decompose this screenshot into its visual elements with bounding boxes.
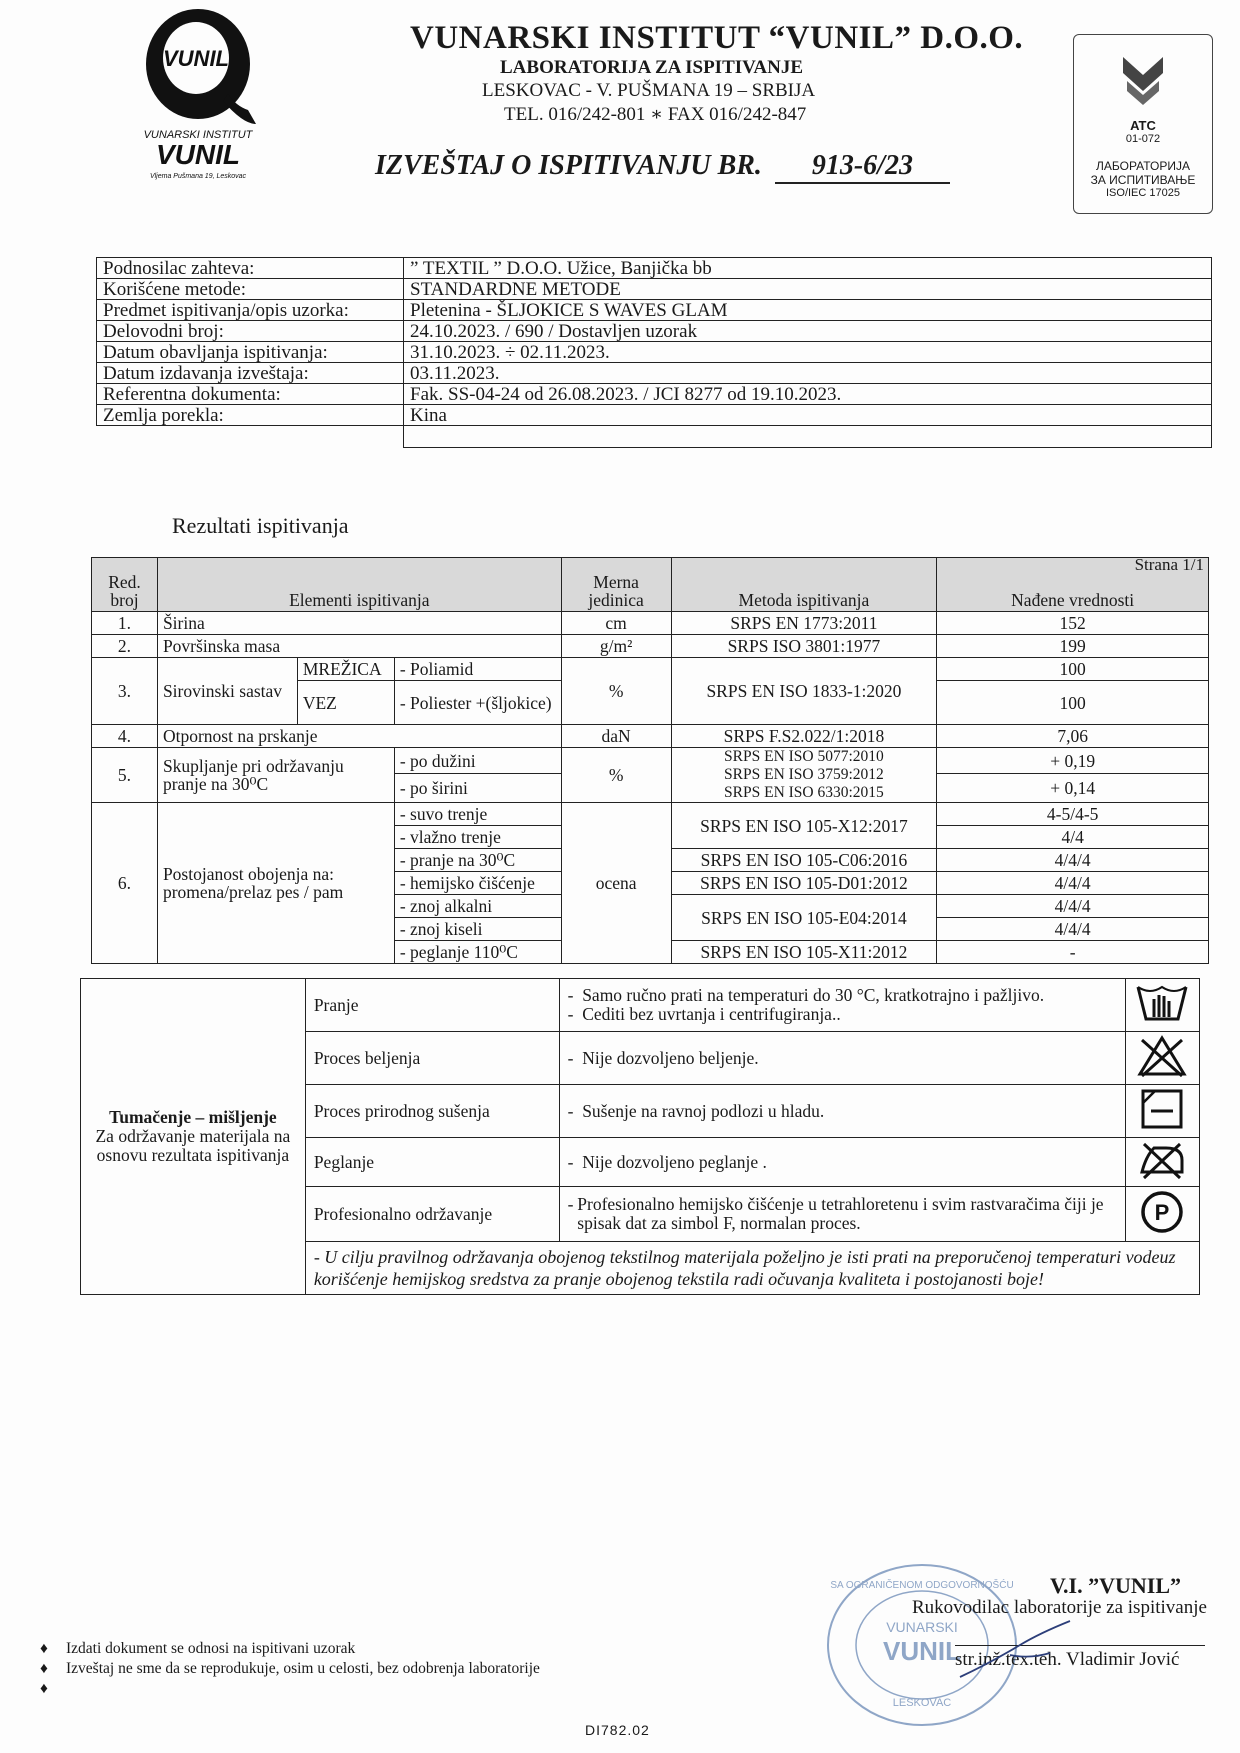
row-subcomponent: - po širini	[394, 774, 561, 803]
row-method: SRPS EN ISO 105-D01:2012	[671, 872, 937, 895]
row-method-line: SRPS EN ISO 6330:2015	[724, 784, 884, 801]
opinion-row	[81, 979, 1200, 1032]
logo-brand-small: VUNIL	[163, 46, 229, 71]
info-value: 31.10.2023. ÷ 02.11.2023.	[404, 342, 1212, 363]
row-element: Otpornost na prskanje	[157, 725, 561, 748]
opinion-text: Za održavanje materijala na osnovu rezultata ispitivanja	[95, 1126, 291, 1165]
row-element: Postojanost obojenja na: promena/prelaz pes / pam	[157, 803, 394, 964]
care-text: - Profesionalno hemijsko čišćenje u tetrahloretenu i svim rastvaračima čiji je spisak dat za simbol F, normalan proces.	[559, 1187, 1125, 1242]
info-row	[97, 384, 1212, 405]
atc-logo-icon	[1113, 53, 1173, 109]
stamp-middle-text: VUNARSKI	[886, 1619, 958, 1635]
care-text-line: Sušenje na ravnoj podlozi u hladu.	[582, 1100, 825, 1121]
row-subcomponent: - znoj kiseli	[394, 918, 561, 941]
document-id: DI782.02	[585, 1722, 650, 1738]
care-label: Proces beljenja	[305, 1032, 559, 1085]
info-row	[97, 405, 1212, 426]
atc-standard: ISO/IEC 17025	[1106, 187, 1180, 199]
col-header-element: Elementi ispitivanja	[157, 558, 561, 612]
care-text-line: Cediti bez uvrtanja i centrifugiranja..	[582, 1004, 841, 1024]
footer-note	[40, 1660, 540, 1678]
info-value: Fak. SS-04-24 od 26.08.2023. / JCI 8277 od 19.10.2023.	[404, 384, 1212, 405]
col-header-value	[937, 555, 1209, 612]
info-value: 03.11.2023.	[404, 363, 1212, 384]
table-row	[92, 725, 1209, 748]
row-number: 3.	[92, 658, 158, 725]
row-subcomponent: MREŽICA	[297, 658, 394, 681]
row-method: SRPS EN ISO 105-X11:2012	[671, 941, 937, 964]
care-text: - Nije dozvoljeno beljenje.	[559, 1032, 1125, 1085]
row-number: 5.	[92, 748, 158, 803]
info-label: Podnosilac zahteva:	[97, 258, 404, 279]
row-subcomponent: - peglanje 110⁰C	[394, 941, 561, 964]
results-table	[91, 557, 1209, 964]
page-indicator: Strana 1/1	[1134, 555, 1204, 574]
care-label: Pranje	[305, 979, 559, 1032]
atc-lab-line2: ЗА ИСПИТИВАЊЕ	[1090, 173, 1196, 187]
info-spacer-row	[97, 426, 1212, 448]
row-number: 6.	[92, 803, 158, 964]
col-header-method: Metoda ispitivanja	[671, 558, 937, 612]
bullet-icon: ♦	[40, 1680, 48, 1697]
opinion-table	[80, 978, 1200, 1295]
care-label: Profesionalno održavanje	[305, 1187, 559, 1242]
row-method: SRPS ISO 3801:1977	[671, 635, 937, 658]
row-element: Skupljanje pri održavanju pranje na 30⁰C	[157, 748, 394, 803]
care-text-line: Nije dozvoljeno peglanje .	[582, 1151, 767, 1172]
info-label: Predmet ispitivanja/opis uzorka:	[97, 300, 404, 321]
row-value: + 0,19	[937, 748, 1209, 774]
row-element: Površinska masa	[157, 635, 561, 658]
signature-role: Rukovodilac laboratorije za ispitivanje	[912, 1597, 1207, 1618]
bullet-icon: ♦	[40, 1640, 48, 1657]
atc-number: 01-072	[1125, 133, 1161, 145]
info-label: Korišćene metode:	[97, 279, 404, 300]
info-row	[97, 363, 1212, 384]
report-title-text: IZVEŠTAJ O ISPITIVANJU BR.	[375, 150, 762, 181]
care-text-line: Samo ručno prati na temperaturi do 30 °C, kratkotrajno i pažljivo.	[582, 985, 1045, 1005]
row-number: 4.	[92, 725, 158, 748]
info-value: Kina	[404, 405, 1212, 426]
footer-note	[40, 1640, 355, 1658]
stamp-brand-text: VUNIL	[883, 1636, 961, 1666]
row-value: 100	[937, 658, 1209, 681]
row-value: -	[937, 941, 1209, 964]
info-row	[97, 342, 1212, 363]
table-row	[92, 803, 1209, 826]
logo-caption: VUNARSKI INSTITUT	[143, 129, 253, 141]
row-subcomponent: - hemijsko čišćenje	[394, 872, 561, 895]
row-method: SRPS EN ISO 105-E04:2014	[671, 895, 937, 941]
handwritten-signature	[950, 1615, 1080, 1685]
report-title	[375, 150, 950, 184]
info-value: ” TEXTIL ” D.O.O. Užice, Banjička bb	[404, 258, 1212, 279]
row-number: 1.	[92, 612, 158, 635]
col-header-unit: Merna jedinica	[561, 558, 671, 612]
atc-lab-line1: ЛАБОРАТОРИЈА	[1096, 159, 1190, 173]
info-row	[97, 321, 1212, 342]
row-number: 2.	[92, 635, 158, 658]
row-method: SRPS EN 1773:2011	[671, 612, 937, 635]
row-subvalue: - Poliamid	[394, 658, 561, 681]
row-value: 4/4/4	[937, 918, 1209, 941]
row-value: 100	[937, 681, 1209, 725]
row-subcomponent: - vlažno trenje	[394, 826, 561, 849]
info-value: 24.10.2023. / 690 / Dostavljen uzorak	[404, 321, 1212, 342]
logo-brand: VUNIL	[156, 139, 240, 170]
row-subcomponent: - pranje na 30⁰C	[394, 849, 561, 872]
lab-name: LABORATORIJA ZA ISPITIVANJE	[500, 57, 804, 78]
row-value: + 0,14	[937, 774, 1209, 803]
row-value: 4/4/4	[937, 872, 1209, 895]
care-text-line: Nije dozvoljeno beljenje.	[582, 1047, 759, 1068]
info-label: Zemlja porekla:	[97, 405, 404, 426]
row-subcomponent: - suvo trenje	[394, 803, 561, 826]
bullet-icon: ♦	[40, 1660, 48, 1677]
request-info-table	[96, 257, 1212, 448]
care-note: - U cilju pravilnog održavanja obojenog tekstilnog materijala poželjno je isti prati na preporučenoj temperaturi vodeuz korišćenje hemijskog sredstva za pranje obojenog tekstila radi očuvanja kvaliteta i postojanosti boje!	[305, 1242, 1199, 1295]
row-value: 4/4/4	[937, 849, 1209, 872]
logo-address: Vljema Pušmana 19, Leskovac	[149, 173, 247, 180]
stamp-city-text: LESKOVAC	[892, 1697, 952, 1709]
row-unit: daN	[561, 725, 671, 748]
info-label: Datum izdavanja izveštaja:	[97, 363, 404, 384]
dry-clean-p-icon	[1125, 1187, 1199, 1242]
care-label: Peglanje	[305, 1138, 559, 1187]
care-text: - Sušenje na ravnoj podlozi u hladu.	[559, 1085, 1125, 1138]
row-element: Sirovinski sastav	[157, 658, 297, 725]
org-name: VUNARSKI INSTITUT “VUNIL” D.O.O.	[410, 20, 1024, 56]
table-row	[92, 612, 1209, 635]
info-value: Pletenina - ŠLJOKICE S WAVES GLAM	[404, 300, 1212, 321]
row-method: SRPS EN ISO 105-X12:2017	[671, 803, 937, 849]
col-header-no: Red. broj	[92, 558, 158, 612]
results-header-row	[92, 558, 1209, 612]
row-unit: g/m²	[561, 635, 671, 658]
svg-text:P: P	[1155, 1200, 1170, 1225]
table-row	[92, 635, 1209, 658]
row-subcomponent: - znoj alkalni	[394, 895, 561, 918]
dry-flat-shade-icon	[1125, 1085, 1199, 1138]
row-unit: cm	[561, 612, 671, 635]
row-unit: ocena	[561, 803, 671, 964]
care-label: Proces prirodnog sušenja	[305, 1085, 559, 1138]
row-element: Širina	[157, 612, 561, 635]
row-unit: %	[561, 748, 671, 803]
info-label: Referentna dokumenta:	[97, 384, 404, 405]
info-row	[97, 300, 1212, 321]
row-method: SRPS EN ISO 1833-1:2020	[671, 658, 937, 725]
report-number: 913-6/23	[775, 150, 950, 184]
signature-name: str.inž.tex.teh. Vladimir Jović	[955, 1649, 1180, 1670]
info-row	[97, 279, 1212, 300]
signature-institute: V.I. ”VUNIL”	[1050, 1573, 1182, 1598]
row-method: SRPS F.S2.022/1:2018	[671, 725, 937, 748]
row-unit: %	[561, 658, 671, 725]
row-subvalue: - Poliester +(šljokice)	[394, 681, 561, 725]
row-method-line: SRPS EN ISO 5077:2010	[724, 748, 884, 765]
row-value: 4/4	[937, 826, 1209, 849]
care-text-line: Profesionalno hemijsko čišćenje u tetrahloretenu i svim rastvaračima čiji je spisak dat za simbol F, normalan proces.	[577, 1194, 1104, 1233]
col-header-value-text: Nađene vrednosti	[1011, 590, 1135, 610]
table-row	[92, 658, 1209, 681]
row-value: 4-5/4-5	[937, 803, 1209, 826]
row-subcomponent: - po dužini	[394, 748, 561, 774]
vunil-logo	[128, 6, 268, 181]
footer-bullet	[40, 1680, 66, 1698]
atc-code: ATC	[1130, 118, 1156, 133]
atc-accreditation-badge	[1073, 34, 1213, 214]
stamp-outer-text: SA OGRANIČENOM ODGOVORNOŠĆU	[830, 1580, 1014, 1591]
opinion-cell	[81, 979, 306, 1295]
no-bleach-icon	[1125, 1032, 1199, 1085]
info-value: STANDARDNE METODE	[404, 279, 1212, 300]
care-text: - Nije dozvoljeno peglanje .	[559, 1138, 1125, 1187]
row-method-line: SRPS EN ISO 3759:2012	[724, 766, 884, 783]
results-heading: Rezultati ispitivanja	[172, 513, 349, 538]
care-text: - Samo ručno prati na temperaturi do 30 °C, kratkotrajno i pažljivo. - Cediti bez uvrtanja i centrifugiranja..	[559, 979, 1125, 1032]
info-row	[97, 258, 1212, 279]
no-iron-icon	[1125, 1138, 1199, 1187]
hand-wash-icon	[1125, 979, 1199, 1032]
row-subcomponent: VEZ	[297, 681, 394, 725]
footer-note-text: Izveštaj ne sme da se reprodukuje, osim u celosti, bez odobrenja laboratorije	[66, 1660, 540, 1677]
org-address: LESKOVAC - V. PUŠMANA 19 – SRBIJA	[482, 80, 816, 101]
footer-note-text: Izdati dokument se odnosi na ispitivani uzorak	[66, 1640, 356, 1657]
row-value: 199	[937, 635, 1209, 658]
row-method	[671, 748, 937, 803]
org-phone: TEL. 016/242-801 ∗ FAX 016/242-847	[504, 104, 807, 125]
opinion-title: Tumačenje – mišljenje	[109, 1107, 277, 1127]
row-method: SRPS EN ISO 105-C06:2016	[671, 849, 937, 872]
info-label: Delovodni broj:	[97, 321, 404, 342]
row-value: 7,06	[937, 725, 1209, 748]
row-value: 4/4/4	[937, 895, 1209, 918]
row-value: 152	[937, 612, 1209, 635]
info-label: Datum obavljanja ispitivanja:	[97, 342, 404, 363]
table-row	[92, 748, 1209, 774]
